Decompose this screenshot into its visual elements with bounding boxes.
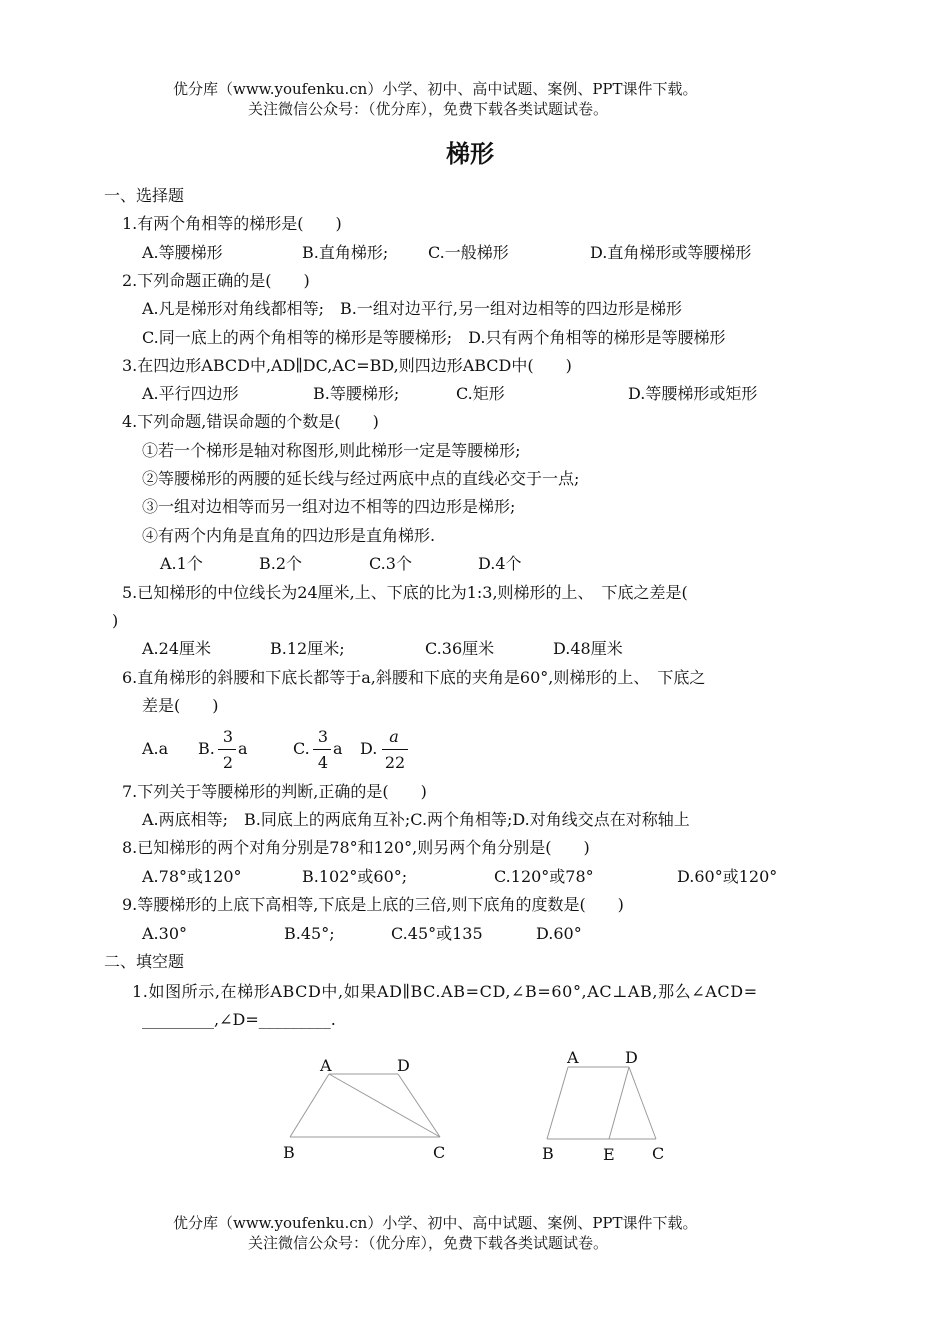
q4-option-a: A.1个 <box>160 554 203 573</box>
q4-statement-2: ②等腰梯形的两腰的延长线与经过两底中点的直线必交于一点; <box>142 469 580 488</box>
q5-option-a: A.24厘米 <box>142 639 212 658</box>
q8-option-a: A.78°或120° <box>142 867 242 886</box>
fig2-label-b: B <box>542 1144 554 1163</box>
q1-option-c: C.一般梯形 <box>428 243 509 262</box>
q6-option-d-numerator: a <box>389 727 399 746</box>
q9-option-d: D.60° <box>536 924 582 943</box>
q1-option-b: B.直角梯形; <box>302 243 389 262</box>
q8-option-d: D.60°或120° <box>677 867 778 886</box>
fig1-side-ab <box>290 1074 329 1137</box>
q4-statement-3: ③一组对边相等而另一组对边不相等的四边形是梯形; <box>142 497 516 516</box>
header-line-1: 优分库（www.youfenku.cn）小学、初中、高中试题、案例、PPT课件下载。 <box>173 80 698 98</box>
q6-option-c-prefix: C. <box>293 739 310 758</box>
q6-option-b-prefix: B. <box>198 739 215 758</box>
fig1-side-dc <box>398 1074 440 1137</box>
fig2-label-e: E <box>603 1145 615 1164</box>
section-2-heading: 二、填空题 <box>104 952 185 971</box>
q8-stem: 8.已知梯形的两个对角分别是78°和120°,则另两个角分别是( ) <box>122 838 590 857</box>
fig1-label-a: A <box>320 1056 332 1075</box>
q6-option-b-numerator: 3 <box>222 727 234 746</box>
section-1-heading: 一、选择题 <box>104 186 185 205</box>
q4-stem: 4.下列命题,错误命题的个数是( ) <box>122 412 379 431</box>
q6-stem: 6.直角梯形的斜腰和下底长都等于a,斜腰和下底的夹角是60°,则梯形的上、 下底之 <box>122 668 706 687</box>
footer-line-1: 优分库（www.youfenku.cn）小学、初中、高中试题、案例、PPT课件下载。 <box>173 1214 698 1232</box>
fig2-segment-de <box>609 1067 629 1139</box>
q4-statement-4: ④有两个内角是直角的四边形是直角梯形. <box>142 526 436 545</box>
q6-option-d-prefix: D. <box>360 739 378 758</box>
q7-options: A.两底相等; B.同底上的两底角互补;C.两个角相等;D.对角线交点在对称轴上 <box>142 810 690 829</box>
fig1-label-b: B <box>283 1143 295 1162</box>
fill-q1-blanks: _________,∠D=_________. <box>142 1010 336 1029</box>
fig1-label-d: D <box>397 1056 410 1075</box>
fig1-diagonal-ac <box>329 1074 440 1137</box>
q6-option-b-denominator: 2 <box>222 753 234 772</box>
fig1-label-c: C <box>433 1143 446 1162</box>
q2-stem: 2.下列命题正确的是( ) <box>122 271 310 290</box>
q2-options-cd: C.同一底上的两个角相等的梯形是等腰梯形; D.只有两个角相等的梯形是等腰梯形 <box>142 328 726 347</box>
footer-line-2: 关注微信公众号：（优分库），免费下载各类试题试卷。 <box>248 1234 609 1252</box>
q6-option-d-denominator: 22 <box>384 753 406 772</box>
fig2-label-d: D <box>625 1048 638 1067</box>
q6-option-c-denominator: 4 <box>317 753 329 772</box>
q3-option-c: C.矩形 <box>456 384 505 403</box>
q9-option-b: B.45°; <box>284 924 335 943</box>
q1-option-a: A.等腰梯形 <box>142 243 223 262</box>
fig2-label-a: A <box>567 1048 579 1067</box>
fig2-side-dc <box>629 1067 656 1139</box>
q6-option-a: A.a <box>142 739 169 758</box>
q6-stem-cont: 差是( ) <box>142 696 219 715</box>
q9-stem: 9.等腰梯形的上底下高相等,下底是上底的三倍,则下底角的度数是( ) <box>122 895 624 914</box>
q5-stem-end: ) <box>112 611 119 630</box>
q1-option-d: D.直角梯形或等腰梯形 <box>590 243 752 262</box>
q5-option-d: D.48厘米 <box>553 639 623 658</box>
q6-option-c-var: a <box>333 739 343 758</box>
fill-q1-stem: 1.如图所示,在梯形ABCD中,如果AD∥BC.AB=CD,∠B=60°,AC⊥AB,那么∠ACD= <box>132 982 758 1001</box>
q9-option-a: A.30° <box>142 924 187 943</box>
q9-option-c: C.45°或135 <box>391 924 483 943</box>
q8-option-c: C.120°或78° <box>494 867 594 886</box>
q8-option-b: B.102°或60°; <box>302 867 408 886</box>
q5-option-b: B.12厘米; <box>270 639 345 658</box>
q1-stem: 1.有两个角相等的梯形是( ) <box>122 214 342 233</box>
q3-stem: 3.在四边形ABCD中,AD∥DC,AC=BD,则四边形ABCD中( ) <box>122 356 572 375</box>
q4-option-b: B.2个 <box>259 554 303 573</box>
q7-stem: 7.下列关于等腰梯形的判断,正确的是( ) <box>122 782 427 801</box>
q6-option-b-var: a <box>238 739 248 758</box>
q3-option-b: B.等腰梯形; <box>313 384 400 403</box>
header-line-2: 关注微信公众号：（优分库），免费下载各类试题试卷。 <box>248 100 609 118</box>
q4-option-d: D.4个 <box>478 554 522 573</box>
page-title: 梯形 <box>446 140 494 168</box>
q3-option-d: D.等腰梯形或矩形 <box>628 384 758 403</box>
q5-stem: 5.已知梯形的中位线长为24厘米,上、下底的比为1:3,则梯形的上、 下底之差是( <box>122 583 688 602</box>
q4-option-c: C.3个 <box>369 554 412 573</box>
q6-option-c-numerator: 3 <box>317 727 329 746</box>
q2-options-ab: A.凡是梯形对角线都相等; B.一组对边平行,另一组对边相等的四边形是梯形 <box>142 299 682 318</box>
fig2-label-c: C <box>652 1144 665 1163</box>
q5-option-c: C.36厘米 <box>425 639 495 658</box>
fig2-side-ab <box>547 1067 568 1139</box>
q4-statement-1: ①若一个梯形是轴对称图形,则此梯形一定是等腰梯形; <box>142 441 521 460</box>
q3-option-a: A.平行四边形 <box>142 384 239 403</box>
